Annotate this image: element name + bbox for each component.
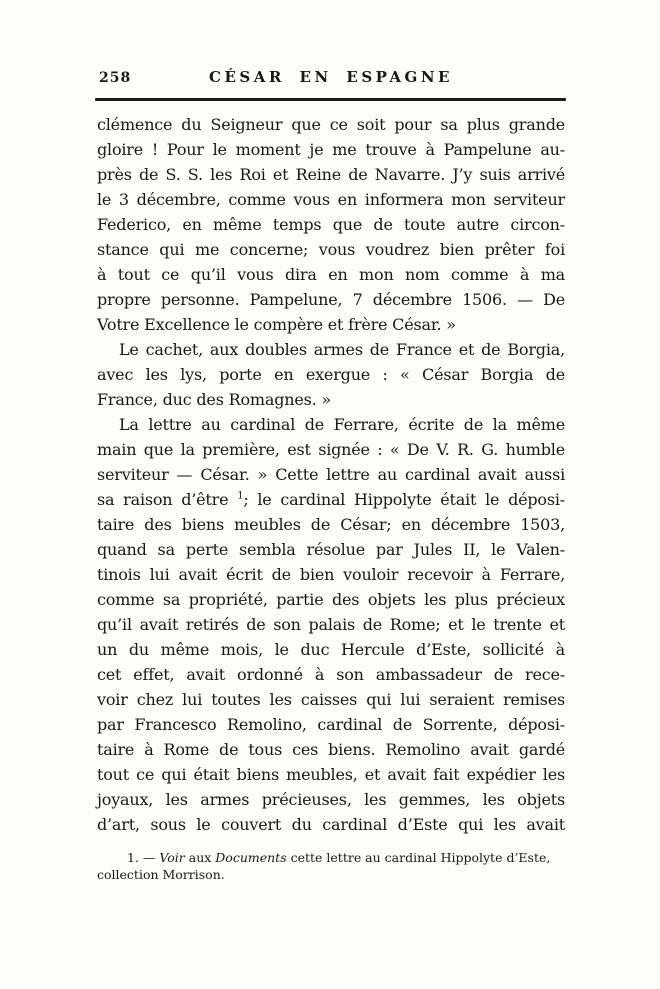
body-line: clémence du Seigneur que ce soit pour sa plus grande	[97, 115, 565, 134]
body-line: le 3 décembre, comme vous en informera mon serviteur	[97, 190, 565, 209]
body-line: quand sa perte sembla résolue par Jules II, le Valen-	[97, 540, 565, 559]
body-line: Federico, en même temps que de toute autre circon-	[97, 215, 565, 234]
body-line: un du même mois, le duc Hercule d’Este, sollicité à	[97, 640, 565, 659]
body-line: joyaux, les armes précieuses, les gemmes, les objets	[97, 790, 565, 809]
body-line: gloire ! Pour le moment je me trouve à Pampelune au-	[97, 140, 565, 159]
body-line: taire à Rome de tous ces biens. Remolino avait gardé	[97, 740, 565, 759]
page-number: 258	[99, 70, 132, 86]
body-line: stance qui me concerne; vous voudrez bien prêter foi	[97, 240, 565, 259]
footnote-line: collection Morrison.	[97, 867, 225, 882]
body-line: voir chez lui toutes les caisses qui lui seraient remises	[97, 690, 565, 709]
body-line: cet effet, avait ordonné à son ambassadeur de rece-	[97, 665, 565, 684]
footnote-marker: 1	[237, 490, 244, 502]
body-line: par Francesco Remolino, cardinal de Sorrente, déposi-	[97, 715, 565, 734]
body-line: comme sa propriété, partie des objets les plus précieux	[97, 590, 565, 609]
body-line: près de S. S. les Roi et Reine de Navarre. J’y suis arrivé	[97, 165, 565, 184]
body-text	[97, 112, 565, 837]
body-line: Le cachet, aux doubles armes de France et de Borgia,	[119, 340, 565, 359]
body-line: serviteur — César. » Cette lettre au cardinal avait aussi	[97, 465, 565, 484]
body-line: tout ce qui était biens meubles, et avait fait expédier les	[97, 765, 565, 784]
running-title: CÉSAR EN ESPAGNE	[209, 68, 453, 86]
body-line: Votre Excellence le compère et frère César. »	[97, 315, 456, 334]
page-header	[97, 68, 565, 88]
body-line: qu’il avait retirés de son palais de Rome; et le trente et	[97, 615, 565, 634]
footnote-line: 1. — Voir aux Documents cette lettre au cardinal Hippolyte d’Este,	[127, 850, 551, 865]
body-line: France, duc des Romagnes. »	[97, 390, 331, 409]
body-line: avec les lys, porte en exergue : « César Borgia de	[97, 365, 565, 384]
header-rule	[95, 98, 566, 101]
body-line: à tout ce qu’il vous dira en mon nom comme à ma	[97, 265, 565, 284]
footnote	[97, 849, 565, 883]
body-line: taire des biens meubles de César; en décembre 1503,	[97, 515, 565, 534]
body-line: main que la première, est signée : « De V. R. G. humble	[97, 440, 565, 459]
body-line: propre personne. Pampelune, 7 décembre 1506. — De	[97, 290, 565, 309]
body-line: sa raison d’être $^1$; le cardinal Hippolyte était le déposi-	[97, 490, 565, 509]
body-line: d’art, sous le couvert du cardinal d’Este qui les avait	[97, 815, 565, 834]
body-line: tinois lui avait écrit de bien vouloir recevoir à Ferrare,	[97, 565, 565, 584]
body-line: La lettre au cardinal de Ferrare, écrite de la même	[119, 415, 565, 434]
